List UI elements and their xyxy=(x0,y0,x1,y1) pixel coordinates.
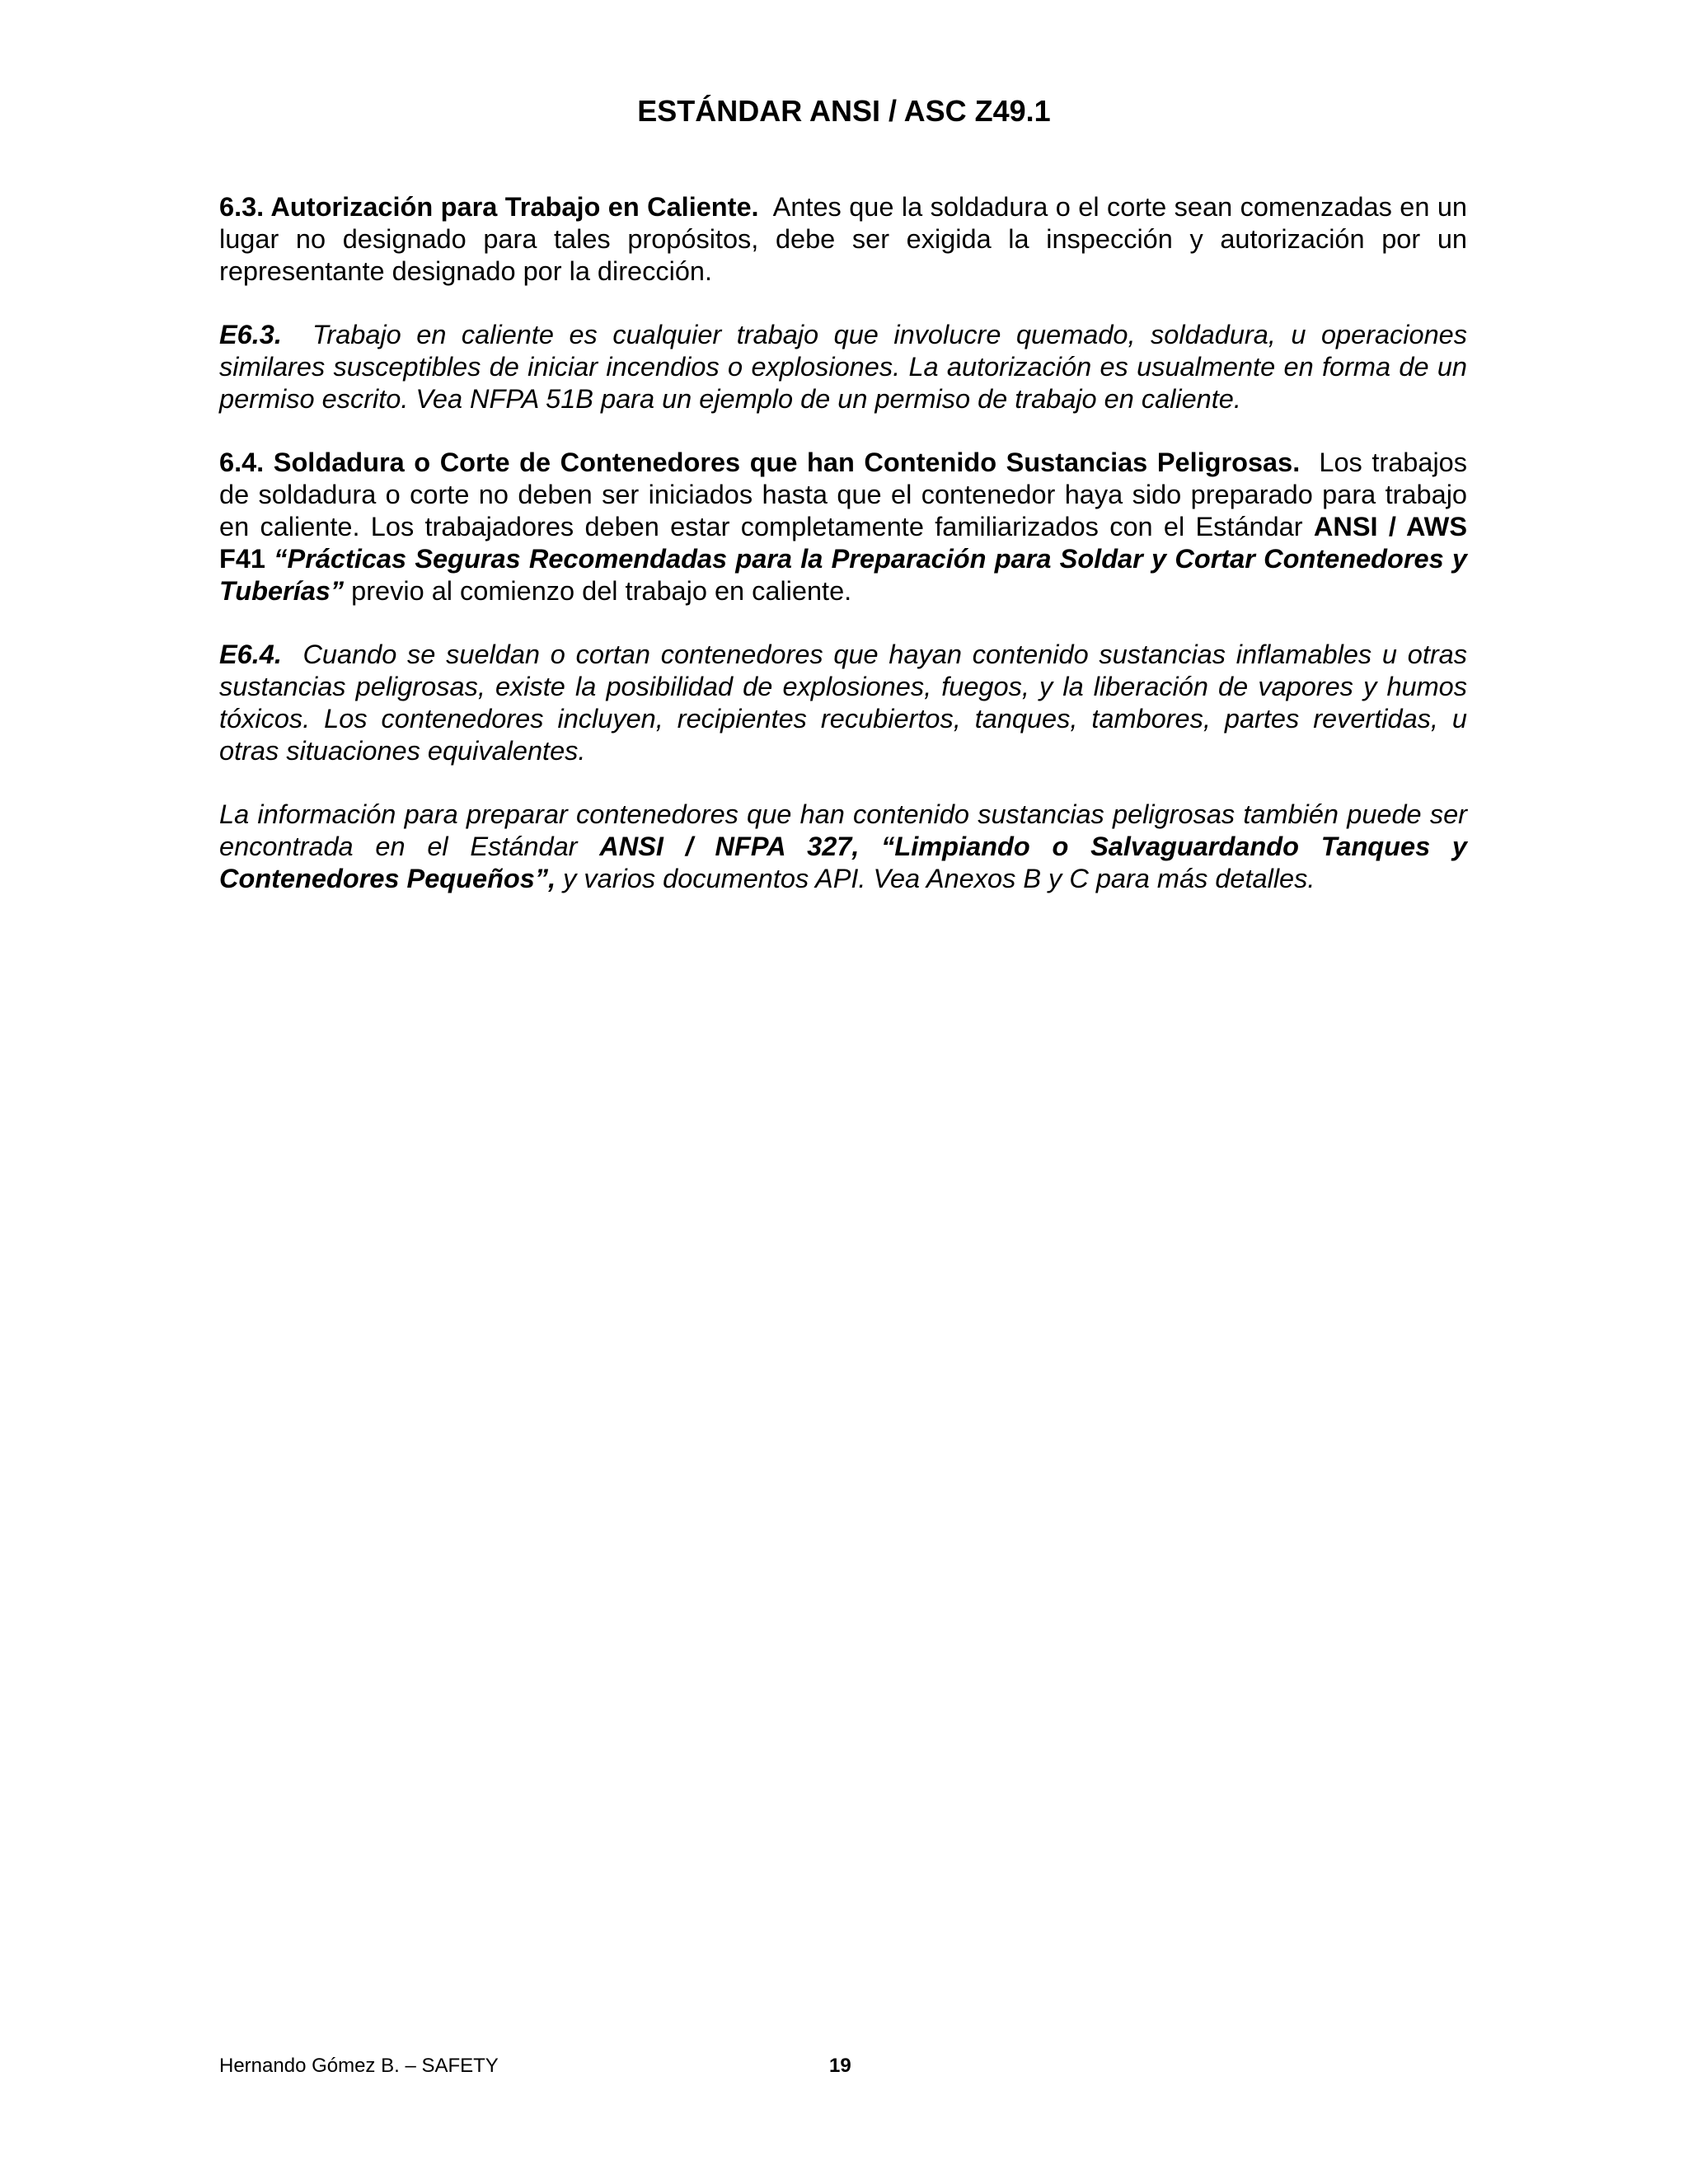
explanation-e6-4-continued-text: La información para preparar contenedores que han contenido sustancias peligrosas también puede ser encontrada en el Estándar xyxy=(219,799,1467,861)
page-title: ESTÁNDAR ANSI / ASC Z49.1 xyxy=(637,94,1051,128)
explanation-e6-4-standard: ANSI / NFPA 327, “Limpiando o Salvaguardando Tanques y Contenedores Pequeños”, xyxy=(219,832,1467,893)
page-footer xyxy=(219,2052,1467,2080)
explanation-e6-4 xyxy=(219,639,1467,767)
section-6-3 xyxy=(219,191,1467,288)
page-number: 19 xyxy=(829,2055,851,2077)
section-6-4-text: Los trabajos de soldadura o corte no deben ser iniciados hasta que el contenedor haya sido preparado para trabajo en caliente. Los trabajadores deben estar completamente familiarizados con el Estándar xyxy=(219,448,1467,541)
explanation-e6-4-text: Cuando se sueldan o cortan contenedores que hayan contenido sustancias inflamables u otras sustancias peligrosas, existe la posibilidad de explosiones, fuegos, y la liberación de vapores y humos tóxicos. Los contenedores incluyen, recipientes recubiertos, tanques, tambores, partes revertidas, u otras situaciones equivalentes. xyxy=(219,640,1468,766)
explanation-e6-4-continued xyxy=(219,799,1467,895)
section-6-4-text-end: previo al comienzo del trabajo en caliente. xyxy=(351,576,852,606)
explanation-e6-3-text: Trabajo en caliente es cualquier trabajo que involucre quemado, soldadura, u operaciones similares susceptibles de iniciar incendios o explosiones. La autorización es usualmente en forma de un permiso escrito. Vea NFPA 51B para un ejemplo de un permiso de trabajo en caliente. xyxy=(219,320,1468,414)
section-6-3-heading: 6.3. Autorización para Trabajo en Caliente. xyxy=(219,192,759,222)
section-6-4-heading: 6.4. Soldadura o Corte de Contenedores que han Contenido Sustancias Peligrosas. xyxy=(219,448,1301,477)
explanation-e6-3 xyxy=(219,319,1467,415)
section-6-4-standard-title: “Prácticas Seguras Recomendadas para la Preparación para Soldar y Cortar Contenedores y Tuberías” xyxy=(219,544,1467,606)
footer-author: Hernando Gómez B. – SAFETY xyxy=(219,2055,499,2077)
explanation-e6-4-label: E6.4. xyxy=(219,640,282,669)
explanation-e6-4-continued-end: y varios documentos API. Vea Anexos B y C para más detalles. xyxy=(563,864,1315,893)
section-6-4-standard: ANSI / AWS F41 xyxy=(219,512,1467,574)
explanation-e6-3-label: E6.3. xyxy=(219,320,282,349)
section-6-4 xyxy=(219,447,1467,607)
section-6-3-text: Antes que la soldadura o el corte sean comenzadas en un lugar no designado para tales propósitos, debe ser exigida la inspección y autorización por un representante designado por la dirección. xyxy=(219,192,1467,286)
document-body xyxy=(219,191,1467,926)
